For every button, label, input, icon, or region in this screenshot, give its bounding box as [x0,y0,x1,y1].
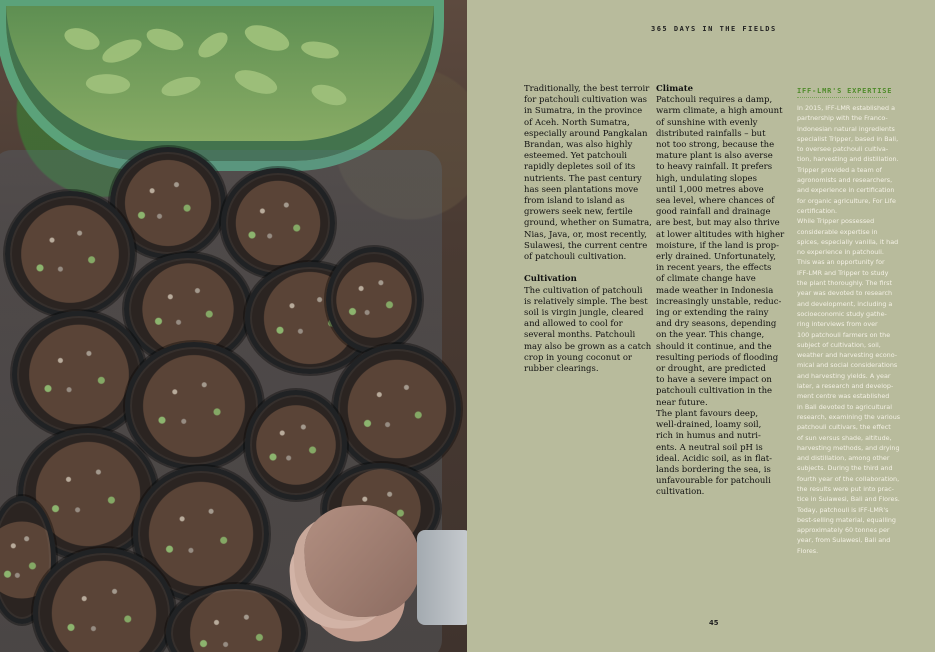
text-line: patchouli cultivation in the [656,386,773,397]
text-line: tice in Sulawesi, Bali and Flores. [797,495,900,504]
text-line: Traditionally, the best terroir [524,84,650,94]
farmer-sleeve [417,530,472,625]
text-line: unfavourable for patchouli [656,476,771,487]
text-line: and allowed to cool for [524,319,623,330]
text-line: especially around Pangkalan [524,128,648,139]
text-line: While Tripper possessed [797,217,875,226]
text-line: weather and harvesting econo- [797,351,898,360]
text-line: crop in young coconut or [524,352,632,363]
text-line: subjects. During the third and [797,464,893,473]
text-line: ing or extending the rainy [656,308,769,319]
text-line: ideal. Acidic soil, as in flat- [656,453,772,464]
text-line: Today, patchouli is IFF-LMR's [797,505,889,514]
text-line: for organic agriculture, For Life [797,196,896,205]
text-line: and harvesting yields. A year [797,371,891,380]
text-line: not too strong, because the [656,140,775,151]
climate-heading: Climate [656,84,694,94]
text-line: mical and social considerations [797,361,898,370]
text-line: partnership with the Franco- [797,114,888,123]
left-text-column [524,84,652,375]
seedling-pot [333,344,461,474]
page-number: 45 [709,619,719,627]
text-line: considerable expertise in [797,227,878,236]
text-page [467,0,935,652]
text-line: Tripper provided a team of [797,165,882,174]
seedling-pot [5,191,135,317]
text-line: from island to island as [524,196,625,207]
text-line: Indonesian natural ingredients [797,124,895,133]
text-line: agronomists and researchers, [797,176,893,185]
text-line: ring interviews from over [797,320,878,329]
text-line: Patchouli requires a damp, [656,95,773,106]
text-line: fourth year of the collaboration, [797,474,900,483]
text-line: warm climate, a high amount [656,106,783,117]
text-line: has seen plantations move [524,184,639,195]
text-line: in recent years, the effects [656,263,772,274]
text-line: Brandan, was also highly [524,140,633,151]
cultivation-heading: Cultivation [524,274,577,285]
text-line: growers seek new, fertile [524,207,633,218]
text-line: for patchouli cultivation was [524,95,648,106]
text-line: tion, harvesting and distillation. [797,155,899,164]
text-line: Sulawesi, the current centre [524,240,648,251]
text-line: subject of cultivation, soil, [797,340,881,349]
text-line: of patchouli cultivation. [524,252,627,263]
text-line: distributed rainfalls – but [656,128,766,139]
text-line: at lower altitudes with higher [656,229,785,240]
text-line: soil is virgin jungle, cleared [524,308,644,319]
seedling-pot [326,247,422,353]
text-line: esteemed. Yet patchouli [524,151,628,162]
text-line: to have a severe impact on [656,375,772,386]
text-line: and experience in certification [797,186,895,195]
text-line: ground, whether on Sumatra, [524,218,652,229]
seedling-pot [125,342,263,470]
text-line: specialist Tripper, based in Bali, [797,134,899,143]
text-line: moisture, if the land is prop- [656,240,779,251]
text-line: cultivation. [656,487,705,498]
text-line: approximately 60 tonnes per [797,526,890,535]
text-line: The plant favours deep, [656,408,759,419]
text-line: certification. [797,206,838,215]
text-line: the results were put into prac- [797,484,894,493]
text-line: and development, including a [797,299,893,308]
text-line: Nias, Java, or, most recently, [524,229,647,240]
text-line: IFF-LMR and Tripper to study [797,268,889,277]
text-line: good rainfall and drainage [656,207,771,218]
text-line: well-drained, loamy soil, [656,420,762,431]
text-line: in Sumatra, in the province [524,106,643,117]
text-line: of climate change have [656,274,756,285]
text-line: later, a research and develop- [797,382,894,391]
text-line: patchouli cultivars, the effect [797,423,891,432]
text-line: 100 patchouli farmers on the [797,330,891,339]
text-line: increasingly unstable, reduc- [656,296,782,307]
text-line: several months. Patchouli [524,330,636,341]
text-line: made weather in Indonesia [656,285,774,296]
text-line: rapidly depletes soil of its [524,162,636,173]
text-line: ment centre was established [797,392,890,401]
text-line: of sun versus shade, altitude, [797,433,892,442]
text-line: should it continue, and the [656,341,772,352]
text-line: This was an opportunity for [797,258,885,267]
text-line: of sunshine with evenly [656,117,758,128]
text-line: harvesting methods, and drying [797,443,900,452]
text-line: may also be grown as a catch [524,341,652,352]
text-line: best-selling material, equalling [797,515,896,524]
text-line: to heavy rainfall. It prefers [656,162,773,173]
paragraph-gap [524,263,648,274]
text-line: research, examining the various [797,412,901,421]
middle-text-column [656,84,785,499]
text-line: or drought, are predicted [656,364,766,375]
text-line: lands bordering the sea, is [656,464,771,475]
text-line: is relatively simple. The best [524,296,648,307]
text-line: sea level, where chances of [656,196,775,207]
text-line: of Aceh. North Sumatra, [524,117,630,128]
text-line: no experience in patchouli. [797,248,884,257]
sidebar-heading: IFF-LMR'S EXPERTISE [797,86,887,98]
text-line: ents. A neutral soil pH is [656,442,763,453]
text-line: and distillation, among other [797,454,890,463]
text-line: The cultivation of patchouli [524,285,643,296]
text-line: to oversee patchouli cultiva- [797,145,889,154]
text-line: in Bali devoted to agricultural [797,402,892,411]
expertise-sidebar [797,86,912,556]
text-line: rich in humus and nutri- [656,431,761,442]
patchouli-seedlings-photo [0,0,467,652]
text-line: until 1,000 metres above [656,184,764,195]
text-line: resulting periods of flooding [656,352,779,363]
text-line: on the year. This change, [656,330,765,341]
text-line: spices, especially vanilla, it had [797,237,899,246]
text-line: year was devoted to research [797,289,893,298]
text-line: rubber clearings. [524,364,599,375]
text-line: near future. [656,397,708,408]
text-line: the plant thoroughly. The first [797,279,892,288]
text-line: and dry seasons, depending [656,319,777,330]
running-head: 365 DAYS IN THE FIELDS [651,25,777,33]
text-line: mature plant is also averse [656,151,773,162]
text-line: year, from Sulawesi, Bali and [797,536,891,545]
text-line: socioeconomic study gathe- [797,309,887,318]
text-line: high, undulating slopes [656,173,757,184]
text-line: erly drained. Unfortunately, [656,252,776,263]
text-line: In 2015, IFF-LMR established a [797,104,895,112]
text-line: are best, but may also thrive [656,218,780,229]
green-basket [0,0,444,171]
text-line: Flores. [797,546,819,555]
text-line: nutrients. The past century [524,173,642,184]
